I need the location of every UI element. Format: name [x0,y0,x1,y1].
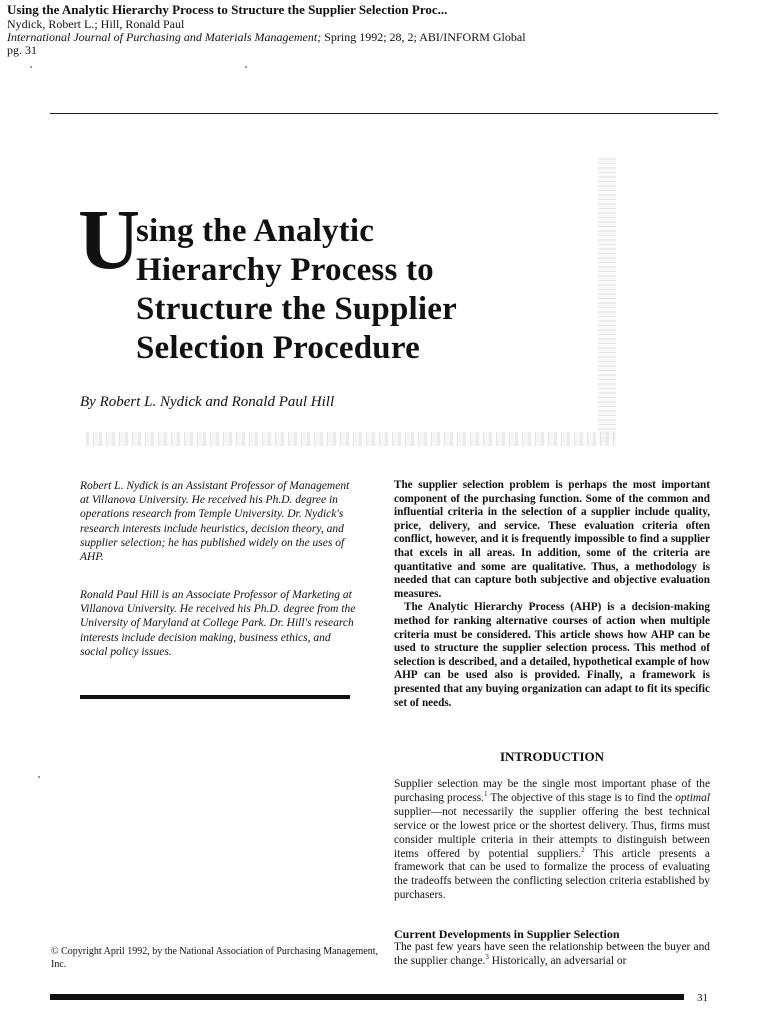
footnote-ref: 1 [484,790,488,799]
abstract [394,479,710,710]
article-title [136,212,457,368]
footnote-ref: 3 [485,953,489,962]
citation-page: pg. 31 [7,43,37,57]
citation-issue: Spring 1992; 28, 2; ABI/INFORM Global [324,30,526,44]
title-line: Structure the Supplier [136,291,457,327]
title-line: sing the Analytic [136,213,375,249]
title-line: Hierarchy Process to [136,252,434,288]
scan-artifact [598,158,616,442]
title-drop-cap: U [78,191,141,287]
text-run: The past few years have seen the relationship between the buyer and the supplier change. [394,941,710,967]
bio-divider [80,695,350,699]
text-run: This article presents a framework that can be used to formalize the process of evaluating the tradeoffs between the conflicting selection criteria established by purchasers. [394,847,710,902]
footnote-ref: 2 [581,845,585,854]
footer-rule [50,994,684,1000]
scan-speck [30,66,32,68]
author-bio-nydick: Robert L. Nydick is an Assistant Professor of Management at Villanova University. He received his Ph.D. degree in operations research from Temple University. Dr. Nydick's research interests include heuristics, decision theory, and supplier selection; he has published widely on the uses of AHP. [80,480,350,564]
section-heading-introduction: INTRODUCTION [499,749,604,764]
citation-title: Using the Analytic Hierarchy Process to Structure the Supplier Selection Proc... [7,2,448,17]
citation-authors: Nydick, Robert L.; Hill, Ronald Paul [7,17,185,31]
page-number: 31 [697,992,708,1004]
abstract-paragraph: The supplier selection problem is perhaps the most important component of the purchasing function. Some of the common and influential criteria in the selection of a supplier include quality, price, delivery, and service. These evaluation criteria often conflict, however, and it is frequently impossible to find a supplier that excels in all areas. In addition, some of the criteria are quantitative and some are qualitative. Thus, a methodology is needed that can capture both subjective and objective evaluation measures. [394,479,710,600]
author-bio-hill: Ronald Paul Hill is an Associate Professor of Marketing at Villanova University. He received his Ph.D. degree from the University of Maryland at College Park. Dr. Hill's research interests include decision making, business ethics, and social policy issues. [80,589,356,658]
text-run: Historically, an adversarial or [488,954,627,967]
text-run: Supplier selection may be the single most important phase of the purchasing process. [394,778,710,804]
text-run: The objective of this stage is to find the [487,791,676,804]
citation-journal: International Journal of Purchasing and Materials Management; [7,30,322,44]
scan-speck [38,776,40,778]
header-rule [50,113,718,114]
citation-source [7,30,526,45]
copyright-notice: © Copyright April 1992, by the National Association of Purchasing Management, Inc. [51,946,378,970]
title-line: Selection Procedure [136,330,420,366]
subsection-text [394,941,710,969]
text-run: supplier—not necessarily the supplier offering the best technical service or the lowest price or the shortest delivery. Thus, firms must consider multiple criteria in their attempts to distinguish between items offered by potential suppliers. [394,805,710,860]
emphasis: optimal [675,791,710,804]
scan-artifact [86,432,616,446]
introduction-paragraph [394,778,710,903]
introduction-text [394,778,710,903]
abstract-paragraph: The Analytic Hierarchy Process (AHP) is a decision-making method for ranking alternative courses of action when multiple criteria must be considered. This article shows how AHP can be used to structure the supplier selection process. This method of selection is described, and a detailed, hypothetical example of how AHP can be used also is provided. Finally, a framework is presented that any buying organization can adapt to fit its specific set of needs. [394,601,710,709]
byline: By Robert L. Nydick and Ronald Paul Hill [80,394,335,410]
subsection-heading: Current Developments in Supplier Selection [394,927,620,941]
scan-speck [245,66,247,68]
